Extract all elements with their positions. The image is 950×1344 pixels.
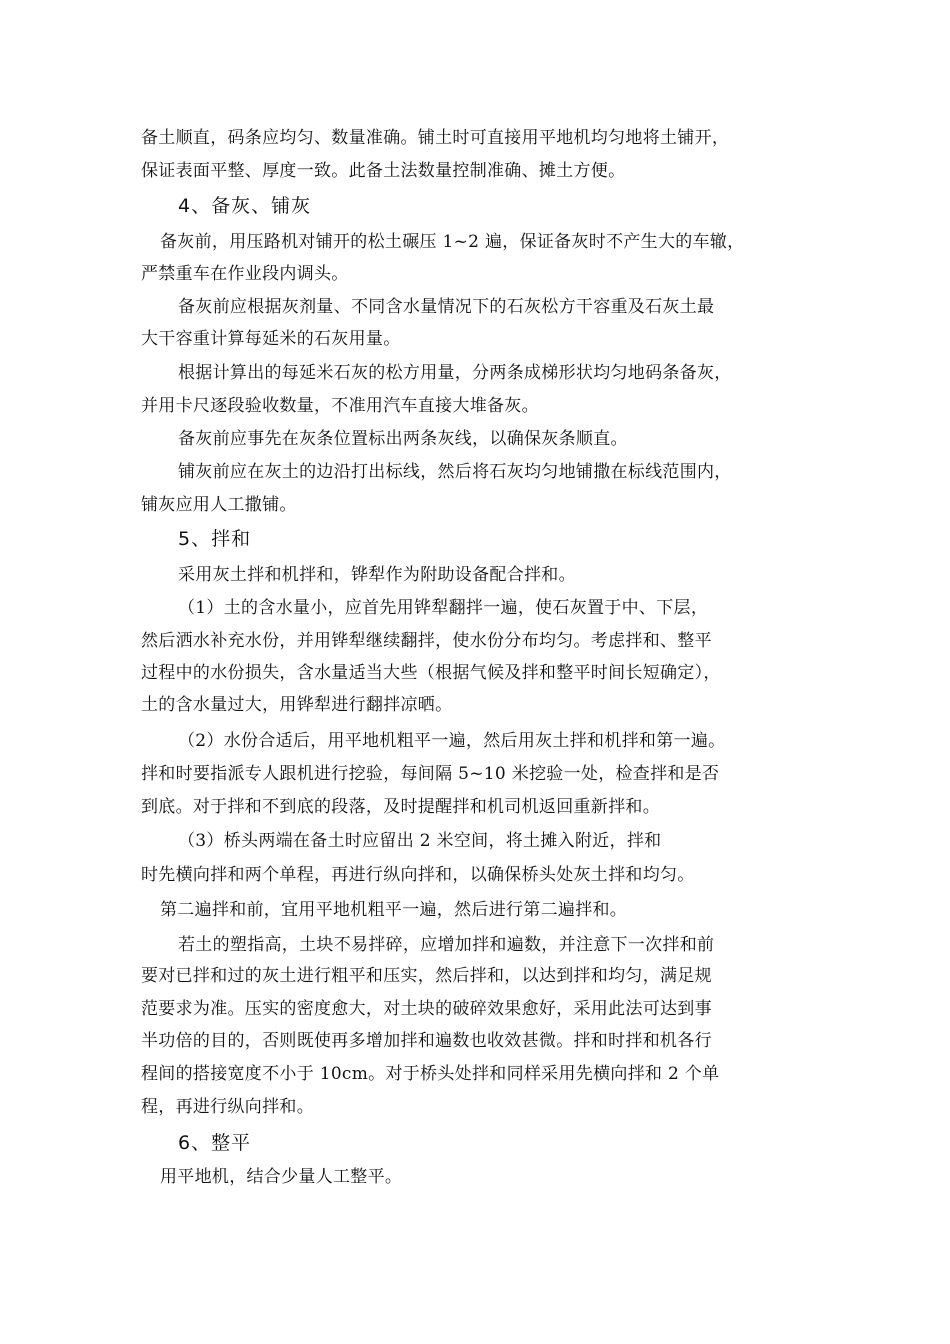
body-text-line: 时先横向拌和两个单程，再进行纵向拌和，以确保桥头处灰土拌和均匀。 — [141, 865, 695, 885]
section-heading-5: 5、拌和 — [178, 528, 252, 550]
body-text-line: 保证表面平整、厚度一致。此备土法数量控制准确、摊土方便。 — [141, 161, 626, 181]
body-text-line: 到底。对于拌和不到底的段落，及时提醒拌和机司机返回重新拌和。 — [141, 797, 660, 817]
body-text-line: 备灰前，用压路机对铺开的松土碾压 1~2 遍，保证备灰时不产生大的车辙， — [160, 232, 745, 252]
body-text-line: 铺灰前应在灰土的边沿打出标线，然后将石灰均匀地铺撒在标线范围内， — [178, 462, 732, 482]
body-text-line: 程间的搭接宽度不小于 10cm。对于桥头处拌和同样采用先横向拌和 2 个单 — [141, 1064, 720, 1084]
body-text-line: 要对已拌和过的灰土进行粗平和压实，然后拌和，以达到拌和均匀，满足规 — [141, 966, 712, 986]
section-heading-6: 6、整平 — [178, 1132, 252, 1154]
body-text-line: 第二遍拌和前，宜用平地机粗平一遍，然后进行第二遍拌和。 — [160, 900, 628, 920]
body-text-line: 大干容重计算每延米的石灰用量。 — [141, 329, 401, 349]
body-text-line: （3）桥头两端在备土时应留出 2 米空间，将土摊入附近，拌和 — [178, 831, 662, 851]
body-text-line: 程，再进行纵向拌和。 — [141, 1097, 314, 1117]
body-text-line: 拌和时要指派专人跟机进行挖验，每间隔 5~10 米挖验一处，检查拌和是否 — [141, 764, 720, 784]
body-text-line: 半功倍的目的，否则既使再多增加拌和遍数也收效甚微。拌和时拌和机各行 — [141, 1031, 712, 1051]
body-text-line: 铺灰应用人工撒铺。 — [141, 495, 297, 515]
body-text-line: 并用卡尺逐段验收数量，不准用汽车直接大堆备灰。 — [141, 396, 539, 416]
body-text-line: 过程中的水份损失，含水量适当大些（根据气候及拌和整平时间长短确定）， — [141, 663, 721, 683]
body-text-line: 严禁重车在作业段内调头。 — [141, 264, 349, 284]
body-text-line: （2）水份合适后，用平地机粗平一遍，然后用灰土拌和机拌和第一遍。 — [178, 731, 726, 751]
section-heading-4: 4、备灰、铺灰 — [178, 195, 312, 217]
body-text-line: 用平地机，结合少量人工整平。 — [160, 1167, 403, 1187]
body-text-line: 采用灰土拌和机拌和，铧犁作为附助设备配合拌和。 — [178, 565, 576, 585]
body-text-line: 然后洒水补充水份，并用铧犁继续翻拌，使水份分布均匀。考虑拌和、整平 — [141, 631, 712, 651]
body-text-line: 范要求为准。压实的密度愈大，对土块的破碎效果愈好，采用此法可达到事 — [141, 999, 712, 1019]
body-text-line: （1）土的含水量小，应首先用铧犁翻拌一遍，使石灰置于中、下层， — [178, 598, 709, 618]
body-text-line: 备灰前应事先在灰条位置标出两条灰线，以确保灰条顺直。 — [178, 429, 628, 449]
body-text-line: 若土的塑指高，土块不易拌碎，应增加拌和遍数，并注意下一次拌和前 — [178, 935, 715, 955]
body-text-line: 土的含水量过大，用铧犁进行翻拌凉晒。 — [141, 695, 453, 715]
body-text-line: 根据计算出的每延米石灰的松方用量，分两条成梯形状均匀地码条备灰， — [178, 363, 732, 383]
body-text-line: 备土顺直，码条应均匀、数量准确。铺土时可直接用平地机均匀地将土铺开， — [141, 128, 730, 148]
body-text-line: 备灰前应根据灰剂量、不同含水量情况下的石灰松方干容重及石灰土最 — [178, 297, 715, 317]
